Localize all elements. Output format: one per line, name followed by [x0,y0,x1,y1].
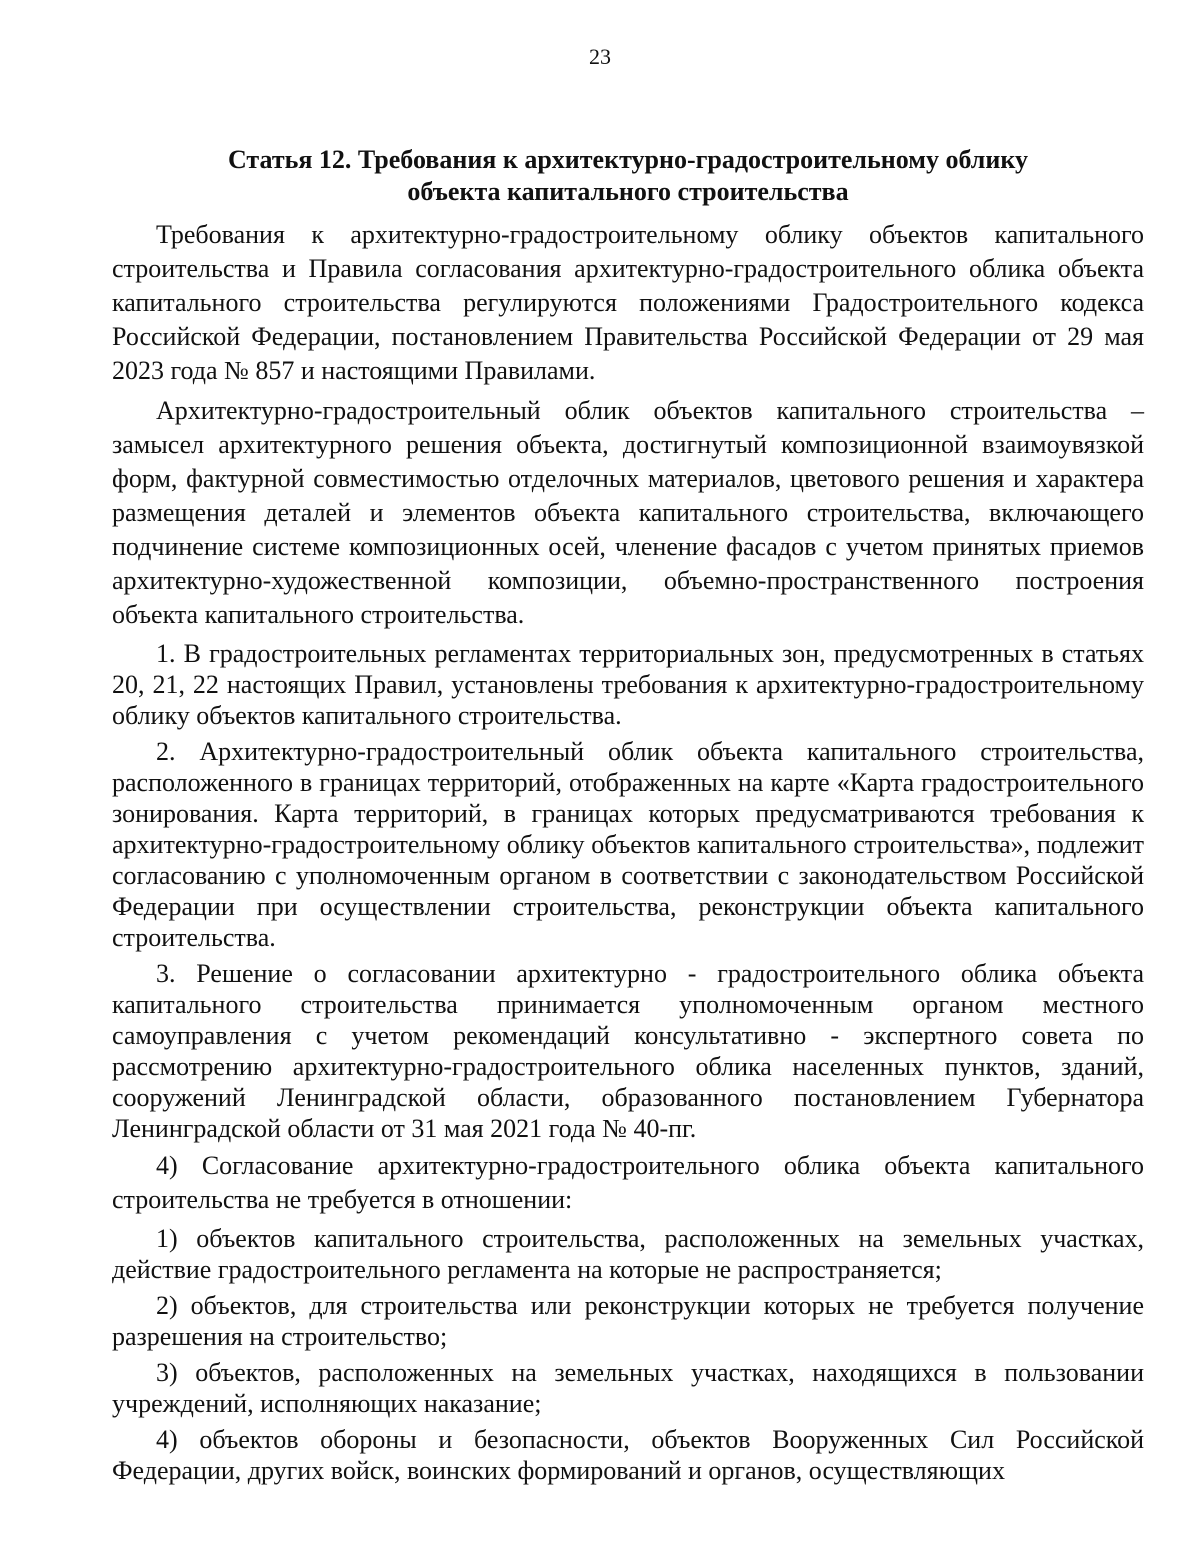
paragraph-item-4: 4) Согласование архитектурно-градостроительного облика объекта капитального строительства не требуется в отношении: [112,1151,1144,1214]
paragraph-subitem-3: 3) объектов, расположенных на земельных участках, находящихся в пользовании учреждений, исполняющих наказание; [112,1358,1144,1418]
article-heading-line-1: Статья 12. Требования к архитектурно-градостроительному облику [228,145,1028,174]
paragraph-item-3: 3. Решение о согласовании архитектурно - градостроительного облика объекта капитального строительства принимается уполномоченным органом местного самоуправления с учетом рекомендаций консультативно - экспертного совета по рассмотрению архитектурно-градостроительного облика населенных пунктов, зданий, сооружений Ленинградской области, образованного постановлением Губернатора Ленинградской области от 31 мая 2021 года № 40-пг. [112,959,1144,1143]
paragraph-item-1: 1. В градостроительных регламентах территориальных зон, предусмотренных в статьях 20, 21, 22 настоящих Правил, установлены требования к архитектурно-градостроительному облику объектов капитального строительства. [112,639,1144,730]
paragraph-subitem-2: 2) объектов, для строительства или реконструкции которых не требуется получение разрешения на строительство; [112,1291,1144,1351]
paragraph-definition: Архитектурно-градостроительный облик объектов капитального строительства – замысел архитектурного решения объекта, достигнутый композиционной взаимоувязкой форм, фактурной совместимостью отделочных материалов, цветового решения и характера размещения деталей и элементов объекта капитального строительства, включающего подчинение системе композиционных осей, членение фасадов с учетом принятых приемов архитектурно-художественной композиции, объемно-пространственного построения объекта капитального строительства. [112,396,1144,629]
paragraph-subitem-1: 1) объектов капитального строительства, расположенных на земельных участках, действие градостроительного регламента на которые не распространяется; [112,1224,1144,1284]
article-body [112,218,1144,1491]
article-heading [112,144,1144,208]
paragraph-item-2: 2. Архитектурно-градостроительный облик объекта капитального строительства, расположенного в границах территорий, отображенных на карте «Карта градостроительного зонирования. Карта территорий, в границах которых предусматриваются требования к архитектурно-градостроительному облику объектов капитального строительства», подлежит согласованию с уполномоченным органом в соответствии с законодательством Российской Федерации при осуществлении строительства, реконструкции объекта капитального строительства. [112,737,1144,952]
paragraph-intro: Требования к архитектурно-градостроительному облику объектов капитального строительства и Правила согласования архитектурно-градостроительного облика объекта капитального строительства регулируются положениями Градостроительного кодекса Российской Федерации, постановлением Правительства Российской Федерации от 29 мая 2023 года № 857 и настоящими Правилами. [112,220,1144,385]
paragraph-subitem-4: 4) объектов обороны и безопасности, объектов Вооруженных Сил Российской Федерации, других войск, воинских формирований и органов, осуществляющих [112,1425,1144,1485]
article-heading-line-2: объекта капитального строительства [407,177,849,206]
page-number: 23 [589,44,611,69]
